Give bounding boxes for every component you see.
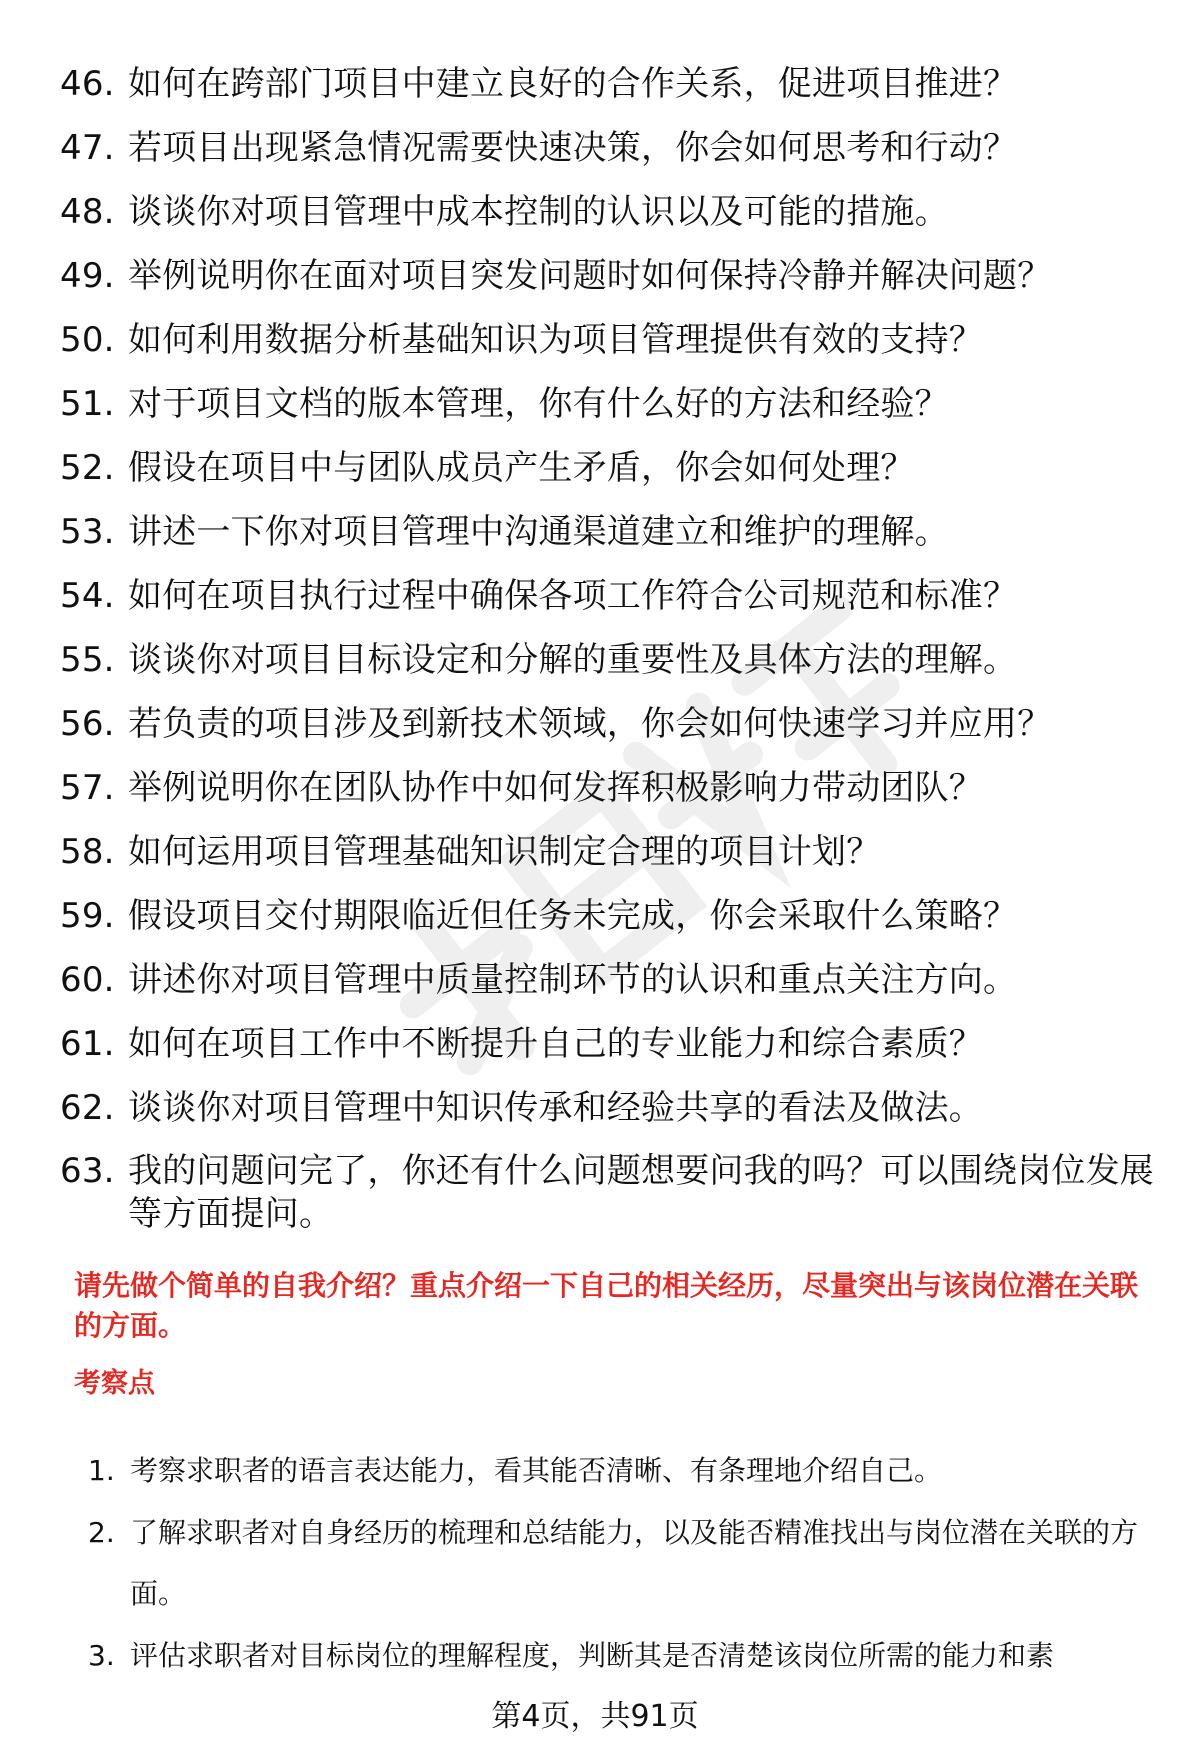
question-text: 若负责的项目涉及到新技术领域，你会如何快速学习并应用？ bbox=[128, 704, 1052, 744]
question-number: 55. bbox=[60, 640, 115, 680]
question-text: 举例说明你在面对项目突发问题时如何保持冷静并解决问题？ bbox=[128, 256, 1052, 296]
question-item bbox=[60, 308, 1170, 372]
question-number: 60. bbox=[60, 960, 115, 1000]
question-text: 若项目出现紧急情况需要快速决策，你会如何思考和行动？ bbox=[128, 128, 1018, 168]
assessment-point bbox=[88, 1502, 1168, 1624]
question-text: 讲述你对项目管理中质量控制环节的认识和重点关注方向。 bbox=[128, 960, 1018, 1000]
question-number: 51. bbox=[60, 384, 115, 424]
question-number: 57. bbox=[60, 768, 115, 808]
question-text: 谈谈你对项目管理中知识传承和经验共享的看法及做法。 bbox=[128, 1088, 983, 1128]
question-item bbox=[60, 692, 1170, 756]
question-text: 假设项目交付期限临近但任务未完成，你会采取什么策略？ bbox=[128, 896, 1018, 936]
point-number: 2. bbox=[88, 1516, 115, 1549]
question-number: 61. bbox=[60, 1024, 115, 1064]
question-text: 如何在跨部门项目中建立良好的合作关系，促进项目推进？ bbox=[128, 64, 1018, 104]
question-item bbox=[60, 500, 1170, 564]
question-text: 对于项目文档的版本管理，你有什么好的方法和经验？ bbox=[128, 384, 949, 424]
question-text: 谈谈你对项目管理中成本控制的认识以及可能的措施。 bbox=[128, 192, 949, 232]
question-item bbox=[60, 372, 1170, 436]
question-item bbox=[60, 756, 1170, 820]
question-number: 54. bbox=[60, 576, 115, 616]
question-text: 如何运用项目管理基础知识制定合理的项目计划？ bbox=[128, 832, 881, 872]
question-item bbox=[60, 116, 1170, 180]
question-number: 53. bbox=[60, 512, 115, 552]
question-number: 56. bbox=[60, 704, 115, 744]
point-text: 考察求职者的语言表达能力，看其能否清晰、有条理地介绍自己。 bbox=[130, 1454, 943, 1487]
assessment-point bbox=[88, 1625, 1168, 1686]
point-number: 3. bbox=[88, 1639, 115, 1672]
question-text: 我的问题问完了，你还有什么问题想要问我的吗？可以围绕岗位发展等方面提问。 bbox=[128, 1151, 1154, 1234]
question-item bbox=[60, 1076, 1170, 1140]
question-item bbox=[60, 244, 1170, 308]
question-item bbox=[60, 1140, 1170, 1236]
question-number: 58. bbox=[60, 832, 115, 872]
point-number: 1. bbox=[88, 1454, 115, 1487]
point-text: 评估求职者对目标岗位的理解程度，判断其是否清楚该岗位所需的能力和素 bbox=[130, 1639, 1055, 1672]
question-item bbox=[60, 884, 1170, 948]
question-item bbox=[60, 436, 1170, 500]
question-text: 如何在项目执行过程中确保各项工作符合公司规范和标准？ bbox=[128, 576, 1018, 616]
question-list bbox=[60, 52, 1170, 1236]
question-item bbox=[60, 948, 1170, 1012]
question-number: 50. bbox=[60, 320, 115, 360]
featured-question: 请先做个简单的自我介绍？重点介绍一下自己的相关经历，尽量突出与该岗位潜在关联的方面。 bbox=[74, 1269, 1139, 1342]
question-number: 46. bbox=[60, 64, 115, 104]
question-number: 63. bbox=[60, 1151, 115, 1191]
question-item bbox=[60, 180, 1170, 244]
question-number: 48. bbox=[60, 192, 115, 232]
question-text: 举例说明你在团队协作中如何发挥积极影响力带动团队？ bbox=[128, 768, 983, 808]
question-item bbox=[60, 628, 1170, 692]
question-item bbox=[60, 564, 1170, 628]
page-footer: 第4页，共91页 bbox=[491, 1699, 699, 1734]
question-number: 62. bbox=[60, 1088, 115, 1128]
question-text: 假设在项目中与团队成员产生矛盾，你会如何处理？ bbox=[128, 448, 915, 488]
assessment-point bbox=[88, 1440, 1168, 1501]
question-number: 52. bbox=[60, 448, 115, 488]
question-item bbox=[60, 52, 1170, 116]
section-heading: 考察点 bbox=[74, 1368, 155, 1399]
question-item bbox=[60, 820, 1170, 884]
question-number: 47. bbox=[60, 128, 115, 168]
assessment-points-list bbox=[88, 1440, 1168, 1687]
question-text: 讲述一下你对项目管理中沟通渠道建立和维护的理解。 bbox=[128, 512, 949, 552]
question-text: 如何利用数据分析基础知识为项目管理提供有效的支持？ bbox=[128, 320, 983, 360]
question-number: 59. bbox=[60, 896, 115, 936]
question-number: 49. bbox=[60, 256, 115, 296]
question-item bbox=[60, 1012, 1170, 1076]
question-text: 谈谈你对项目目标设定和分解的重要性及具体方法的理解。 bbox=[128, 640, 1018, 680]
point-text: 了解求职者对自身经历的梳理和总结能力，以及能否精准找出与岗位潜在关联的方面。 bbox=[130, 1516, 1139, 1610]
question-text: 如何在项目工作中不断提升自己的专业能力和综合素质？ bbox=[128, 1024, 983, 1064]
